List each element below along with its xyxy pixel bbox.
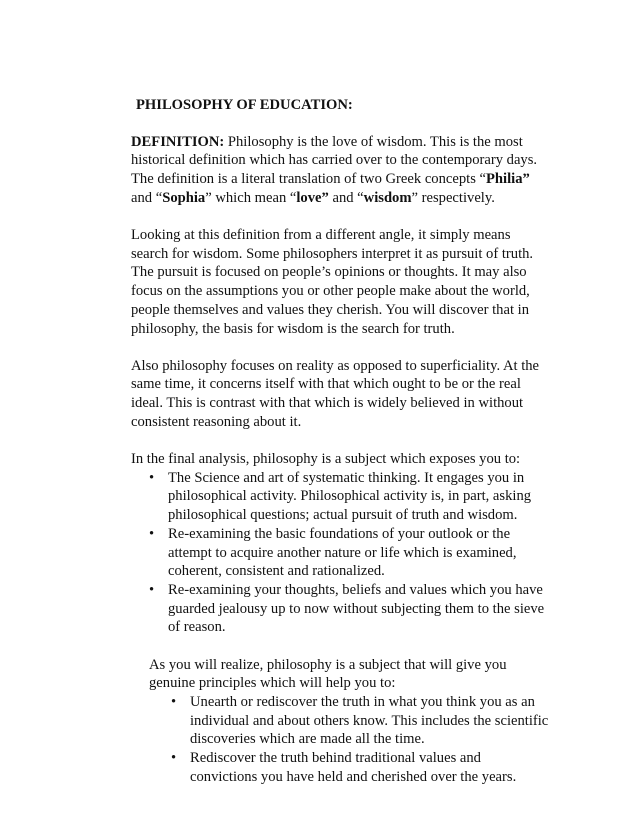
list-item: • The Science and art of systematic thinking. It engages you in philosophical activity. Philosophical activity is, in part, asking philosophical questions; actual pursuit of truth and wisdom.	[144, 469, 551, 525]
paragraph-final-analysis: In the final analysis, philosophy is a subject which exposes you to:	[131, 451, 521, 468]
exposure-list	[131, 469, 551, 637]
document-page	[131, 96, 551, 787]
paragraph-search-for-wisdom: Looking at this definition from a different angle, it simply means search for wisdom. Some philosophers interpret it as pursuit of truth. The pursuit is focused on people’s opinions or thoughts. It may also focus on the assumptions you or other people make about the world, people themselves and values they cherish. You will discover that in philosophy, the basis for wisdom is the search for truth.	[131, 227, 534, 337]
paragraph-principles: As you will realize, philosophy is a subject that will give you genuine principles which will help you to:	[149, 656, 507, 692]
term-love: love”	[296, 189, 329, 206]
list-item: • Re-examining your thoughts, beliefs and values which you have guarded jealousy up to now without subjecting them to the sieve of reason.	[144, 581, 551, 637]
list-item: • Re-examining the basic foundations of your outlook or the attempt to acquire another nature or life which is examined, coherent, consistent and rationalized.	[144, 525, 551, 581]
principles-list	[149, 693, 551, 787]
definition-text: ” which mean “	[205, 189, 297, 206]
definition-text: and “	[131, 189, 163, 206]
paragraph-reality: Also philosophy focuses on reality as opposed to superficiality. At the same time, it concerns itself with that which ought to be or the real ideal. This is contrast with that which is widely believed in without consistent reasoning about it.	[131, 357, 540, 430]
list-item: • Rediscover the truth behind traditional values and convictions you have held and cherished over the years.	[166, 749, 551, 786]
term-wisdom: wisdom	[363, 189, 412, 206]
definition-paragraph	[131, 133, 551, 208]
list-item: • Unearth or rediscover the truth in what you think you as an individual and about others know. This includes the scientific discoveries which are made all the time.	[166, 693, 551, 749]
page-title: PHILOSOPHY OF EDUCATION:	[136, 97, 353, 113]
definition-text: ” respectively.	[411, 189, 495, 206]
term-sophia: Sophia	[162, 189, 206, 206]
term-philia: Philia”	[486, 171, 530, 188]
definition-text: and “	[328, 189, 364, 206]
definition-text: Philosophy is the love of wisdom. This is the most historical definition which has carried over to the contemporary days. The definition is a literal translation of two Greek concepts “	[131, 133, 538, 188]
definition-label: DEFINITION:	[131, 133, 225, 150]
principles-block	[149, 656, 551, 787]
